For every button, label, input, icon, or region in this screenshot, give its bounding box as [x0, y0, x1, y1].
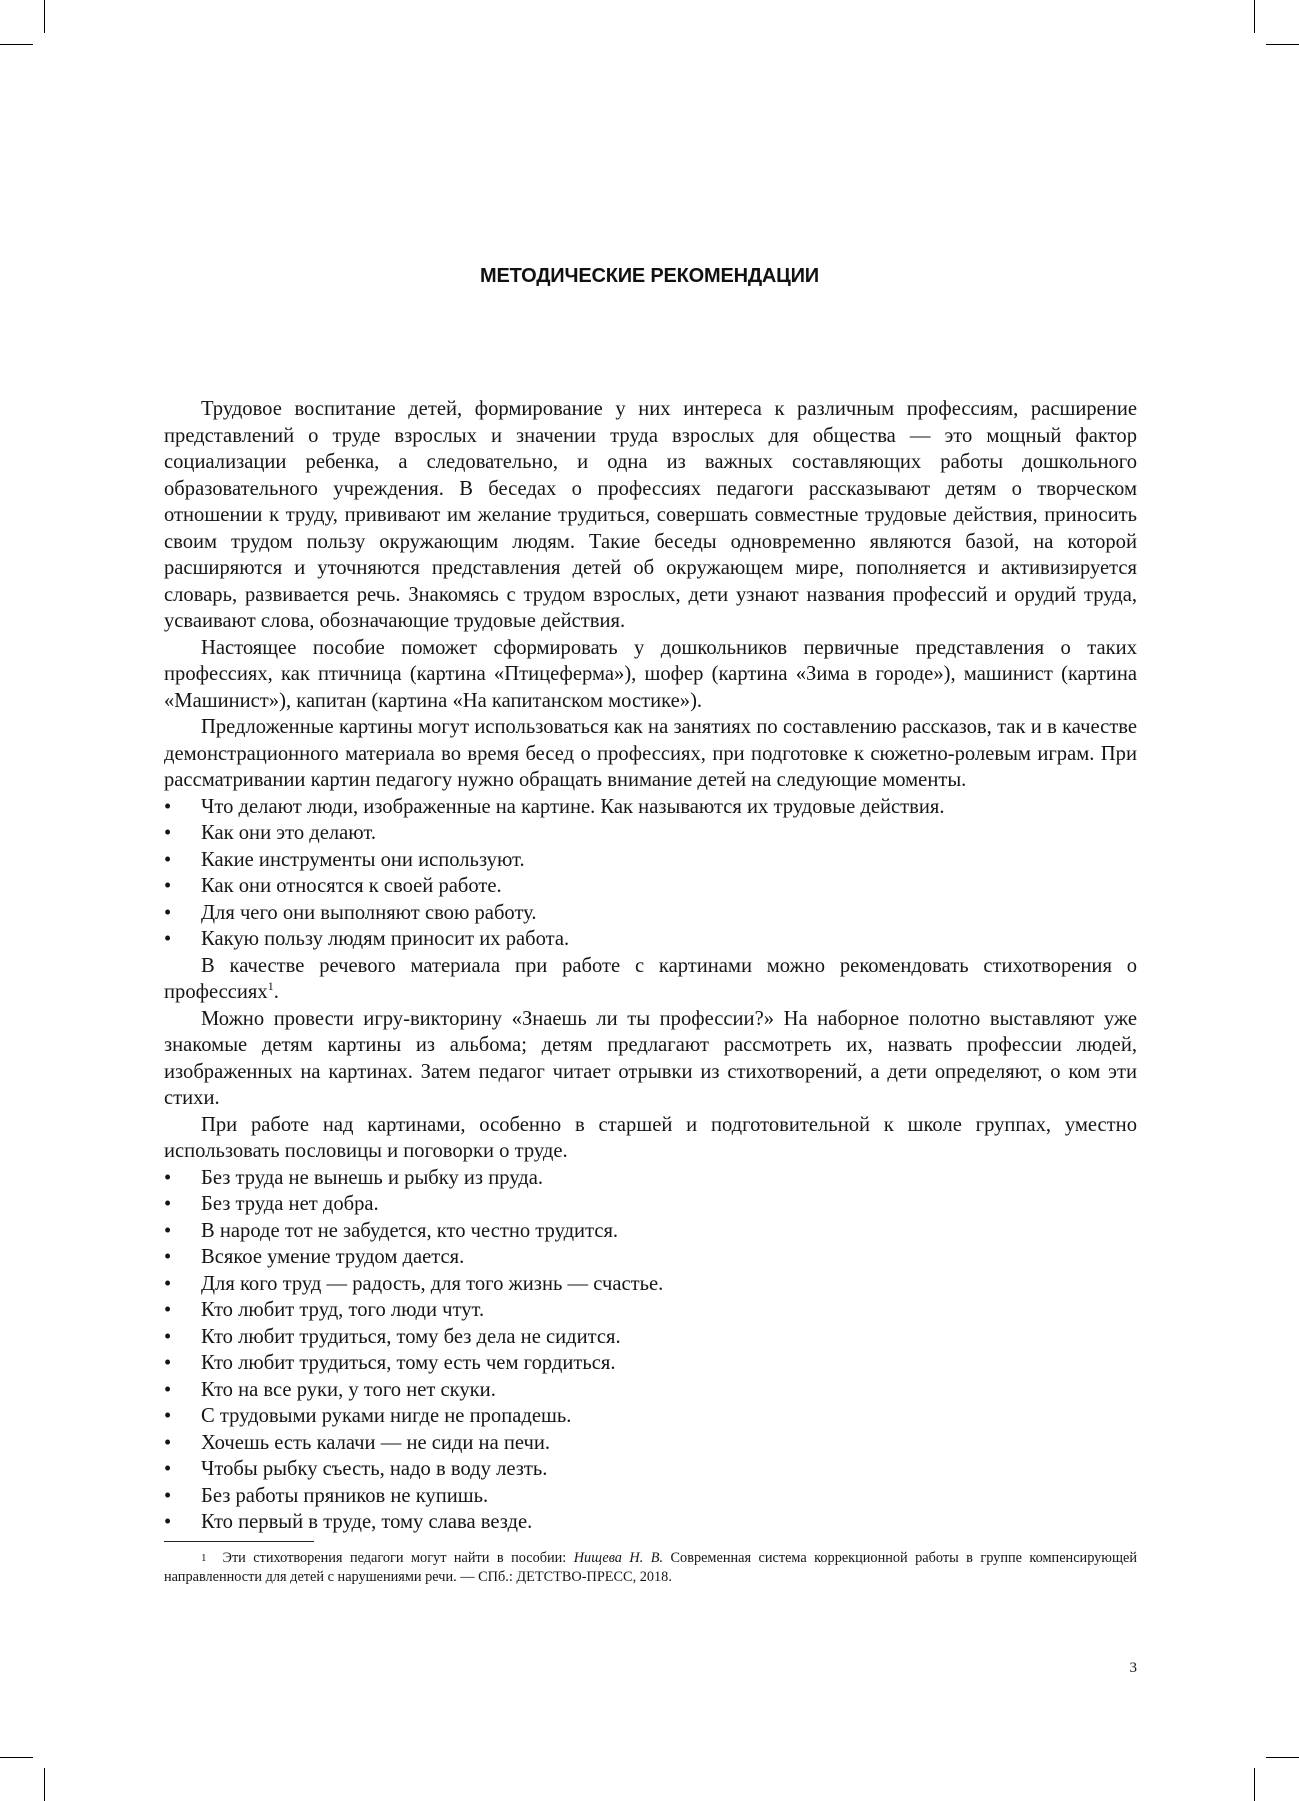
bullet: • — [164, 1246, 172, 1268]
bullet: • — [164, 822, 172, 844]
bullet: • — [164, 1193, 172, 1215]
footnote-author: Нищева Н. В. — [573, 1549, 664, 1566]
paragraph: В качестве речевого материала при работе с картинами можно рекомендовать стихотворения о профессиях$^1$. — [164, 954, 1137, 1003]
bullet: • — [164, 1405, 172, 1427]
paragraph: Можно провести игру-викторину «Знаешь ли ты профессии?» На наборное полотно выставляют уже знакомые детям картины из альбома; детям предлагают рассмотреть их, назвать профессии людей, изображенных на картинах. Затем педагог читает отрывки из стихотворений, а дети определяют, о ком эти стихи. — [164, 1007, 1137, 1109]
footnote-ref[interactable]: 1 — [267, 979, 274, 994]
list-item: • Что делают люди, изображенные на картине. Как называются их трудовые действия. — [164, 794, 1137, 821]
list-item: • Какие инструменты они используют. — [164, 847, 1137, 874]
list-item: • Кто на все руки, у того нет скуки. — [164, 1377, 1137, 1404]
bullet: • — [164, 1299, 172, 1321]
bullet: • — [164, 1431, 172, 1454]
bullet: • — [164, 1378, 172, 1401]
bullet: • — [164, 1484, 172, 1507]
proverbs-list — [164, 1165, 1137, 1536]
paragraph: При работе над картинами, особенно в старшей и подготовительной к школе группах, уместно использовать пословицы и поговорки о труде. — [164, 1113, 1137, 1162]
list-item: • Чтобы рыбку съесть, надо в воду лезть. — [164, 1456, 1137, 1483]
bullet: • — [164, 901, 172, 924]
crop-mark — [44, 0, 45, 33]
list-item: • В народе тот не забудется, кто честно трудится. — [164, 1218, 1137, 1245]
bullet: • — [164, 928, 172, 950]
list-item: • Кто первый в труде, тому слава везде. — [164, 1509, 1137, 1536]
list-item: • Без работы пряников не купишь. — [164, 1483, 1137, 1510]
paragraph: Трудовое воспитание детей, формирование у них интереса к различным профессиям, расширение представлений о труде взрослых и значении труда взрослых для общества — это мощный фактор социализации ребенка, а следовательно, и одна из важных составляющих работы дошкольного образовательного учреждения. В беседах о профессиях педагоги рассказывают детям о творческом отношении к труду, прививают им желание трудиться, совершать совместные трудовые действия, приносить своим трудом пользу окружающим людям. Такие беседы одновременно являются базой, на которой расширяются и уточняются представления детей об окружающем мире, пополняется и активизируется словарь, развивается речь. Знакомясь с трудом взрослых, дети узнают названия профессий и орудий труда, усваивают слова, обозначающие трудовые действия. — [164, 398, 1137, 632]
bullet: • — [164, 875, 172, 897]
crop-mark — [1254, 0, 1255, 33]
questions-list — [164, 794, 1137, 953]
page-number: 3 — [1129, 1660, 1137, 1676]
crop-mark — [44, 1768, 45, 1801]
bullet: • — [164, 1325, 172, 1348]
footnote-mark: 1 — [201, 1551, 207, 1564]
list-item: • Без труда нет добра. — [164, 1191, 1137, 1218]
list-item: • Как они это делают. — [164, 820, 1137, 847]
bullet: • — [164, 1166, 172, 1189]
list-item: • Кто любит трудиться, тому есть чем гордиться. — [164, 1350, 1137, 1377]
paragraph: Предложенные картины могут использоваться как на занятиях по составлению рассказов, так и в качестве демонстрационного материала во время бесед о профессиях, при подготовке к сюжетно-ролевым играм. При рассматривании картин педагогу нужно обращать внимание детей на следующие моменты. — [164, 716, 1137, 791]
bullet: • — [164, 1458, 172, 1480]
list-item: • Для чего они выполняют свою работу. — [164, 900, 1137, 927]
list-item: • Как они относятся к своей работе. — [164, 873, 1137, 900]
crop-mark — [1254, 1768, 1255, 1801]
footnote: $^1$ Эти стихотворения педагоги могут найти в пособии: Нищева Н. В. Современная система коррекционной работы в группе компенсирующей направленности для детей с нарушениями речи. — СПб.: ДЕТСТВО-ПРЕСС, 2018. — [164, 1549, 1137, 1585]
list-item: • С трудовыми руками нигде не пропадешь. — [164, 1403, 1137, 1430]
list-item: • Без труда не вынешь и рыбку из пруда. — [164, 1165, 1137, 1192]
crop-mark — [0, 44, 33, 45]
bullet: • — [164, 1511, 172, 1533]
bullet: • — [164, 1272, 172, 1295]
list-item: • Какую пользу людям приносит их работа. — [164, 926, 1137, 953]
crop-mark — [1266, 44, 1299, 45]
list-item: • Для кого труд — радость, для того жизнь — счастье. — [164, 1271, 1137, 1298]
bullet: • — [164, 795, 172, 818]
bullet: • — [164, 1219, 172, 1242]
bullet: • — [164, 1352, 172, 1374]
footnote-separator — [164, 1541, 314, 1549]
bullet: • — [164, 848, 172, 871]
list-item: • Хочешь есть калачи — не сиди на печи. — [164, 1430, 1137, 1457]
crop-mark — [1266, 1757, 1299, 1758]
main-text — [164, 396, 1137, 1587]
list-item: • Всякое умение трудом дается. — [164, 1244, 1137, 1271]
crop-mark — [0, 1757, 33, 1758]
list-item: • Кто любит трудиться, тому без дела не сидится. — [164, 1324, 1137, 1351]
page-title: МЕТОДИЧЕСКИЕ РЕКОМЕНДАЦИИ — [480, 265, 819, 287]
list-item: • Кто любит труд, того люди чтут. — [164, 1297, 1137, 1324]
paragraph: Настоящее пособие поможет сформировать у дошкольников первичные представления о таких профессиях, как птичница (картина «Птицеферма»), шофер (картина «Зима в городе»), машинист (картина «Машинист»), капитан (картина «На капитанском мостике»). — [164, 636, 1137, 712]
